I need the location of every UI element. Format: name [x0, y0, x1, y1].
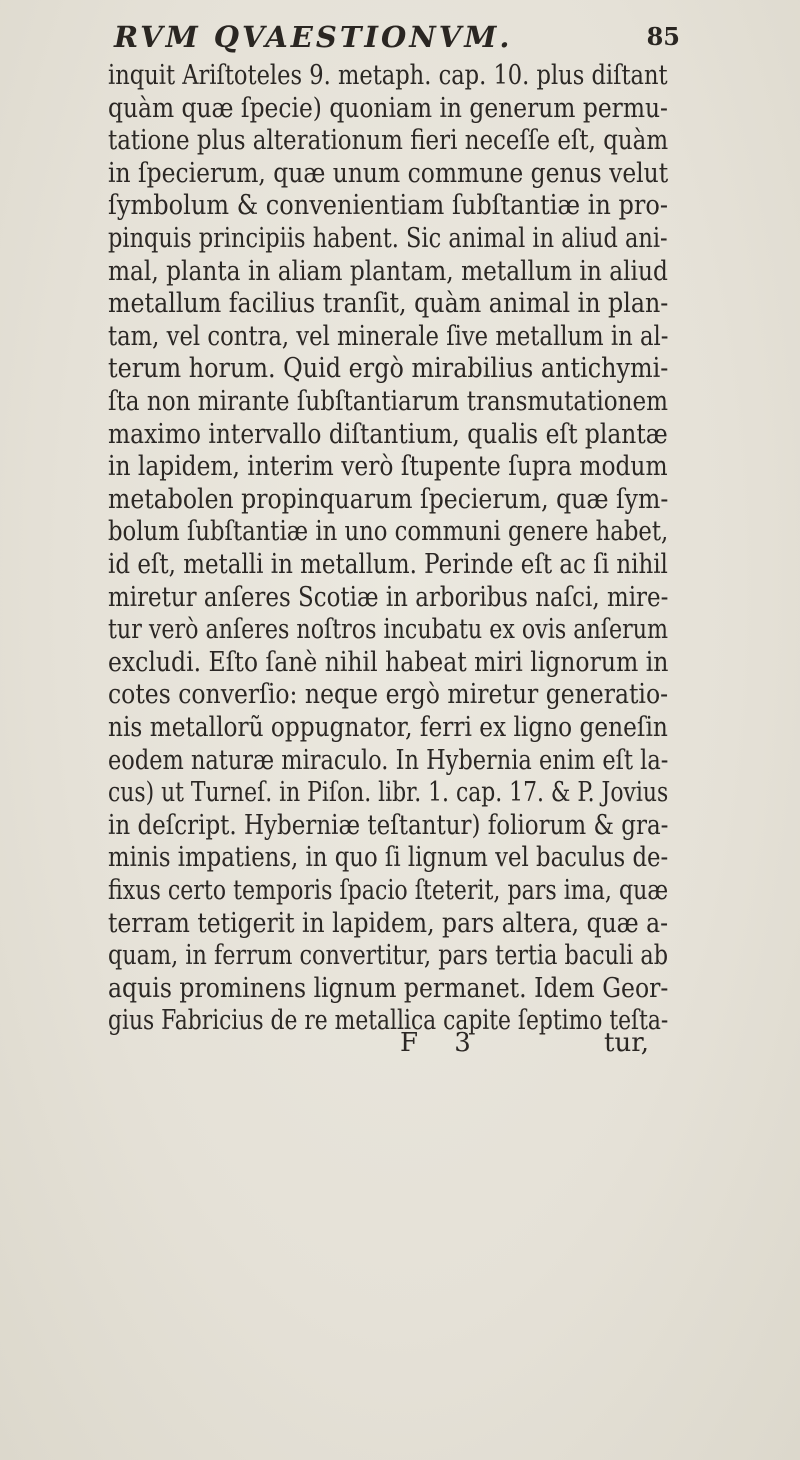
text-line: quam, in ferrum convertitur, pars tertia baculi ab — [108, 940, 668, 971]
text-line: inquit Ariſtoteles 9. metaph. cap. 10. plus diſtant — [108, 60, 668, 91]
text-line: terram tetigerit in lapidem, pars altera, quæ a- — [108, 908, 669, 939]
running-head-title: RVM QVAESTIONVM. — [114, 20, 513, 54]
text-line: mal, planta in aliam plantam, metallum in aliud — [108, 256, 668, 287]
text-line: tur verò anſeres noſtros incubatu ex ovis anſerum — [108, 614, 669, 645]
text-line: excludi. Eſto ſanè nihil habeat miri lignorum in — [108, 647, 669, 678]
text-line: cotes converſio: neque ergò miretur generatio- — [108, 679, 669, 710]
text-line: miretur anſeres Scotiæ in arboribus naſci, mire- — [108, 582, 669, 613]
text-line: terum horum. Quid ergò mirabilius antichymi- — [108, 353, 669, 384]
signature-mark: F 3 — [400, 1028, 485, 1058]
catchword: tur, — [604, 1028, 650, 1058]
text-line: tam, vel contra, vel minerale ſive metallum in al- — [108, 321, 669, 352]
text-line: bolum ſubſtantiæ in uno communi genere habet, — [108, 516, 669, 547]
text-line: tatione plus alterationum fieri neceſſe eſt, quàm — [108, 125, 669, 156]
text-line: eodem naturæ miraculo. In Hybernia enim eſt la- — [108, 745, 669, 776]
text-line: nis metallorũ oppugnator, ferri ex ligno geneſin — [108, 712, 668, 743]
text-line: in ſpecierum, quæ unum commune genus velut — [108, 158, 669, 189]
running-head — [100, 20, 680, 54]
text-line: maximo intervallo diſtantium, qualis eſt plantæ — [108, 419, 668, 450]
text-line: gius Fabricius de re metallica capite ſeptimo teſta- — [108, 1005, 669, 1036]
text-line: metabolen propinquarum ſpecierum, quæ ſym- — [108, 484, 669, 515]
text-line: cus) ut Turneſ. in Piſon. libr. 1. cap. 17. & P. Jovius — [108, 777, 669, 808]
text-line: pinquis principiis habent. Sic animal in aliud ani- — [108, 223, 668, 254]
text-line: quàm quæ ſpecie) quoniam in generum permu- — [108, 93, 668, 124]
text-line: fixus certo temporis ſpacio ſteterit, pars ima, quæ — [108, 875, 669, 906]
text-line: metallum facilius tranſit, quàm animal in plan- — [108, 288, 669, 319]
text-line: ſymbolum & convenientiam ſubſtantiæ in pro- — [108, 190, 668, 221]
text-line: in deſcript. Hyberniæ teſtantur) foliorum & gra- — [108, 810, 669, 841]
text-line: aquis prominens lignum permanet. Idem Geor- — [108, 973, 669, 1004]
text-line: id eſt, metalli in metallum. Perinde eſt ac ſi nihil — [108, 549, 668, 580]
text-line: in lapidem, interim verò ſtupente ſupra modum — [108, 451, 668, 482]
text-line: minis impatiens, in quo ſi lignum vel baculus de- — [108, 842, 669, 873]
text-line: ſta non mirante ſubſtantiarum transmutationem — [108, 386, 668, 417]
page-number: 85 — [646, 22, 680, 51]
